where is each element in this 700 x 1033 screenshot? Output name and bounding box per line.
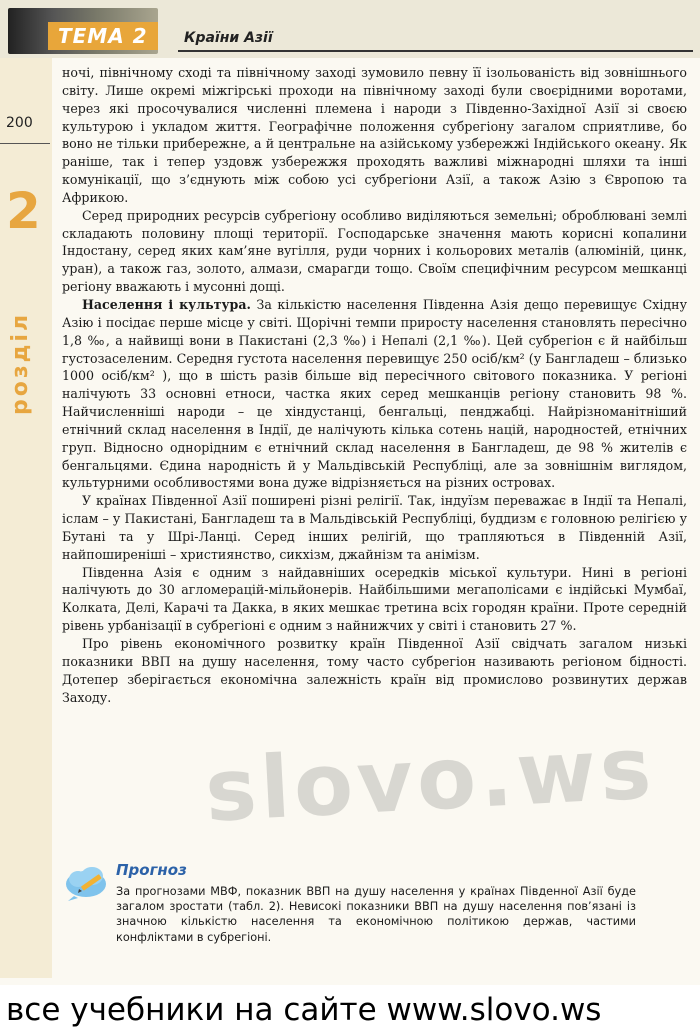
footer-text[interactable]: все учебники на сайте www.slovo.ws bbox=[6, 992, 602, 1028]
paragraph bbox=[62, 635, 687, 706]
paragraph bbox=[62, 492, 687, 563]
paragraph-text: У країнах Південної Азії поширені різні релігії. Так, індуїзм переважає в Індії та Непалі, іслам – у Пакистані, Бангладеш та в Мальдівській Республіці, буддизм є головною релігією у Бутані та у Шрі-Ланці. Серед інших релігій, що трапляються в Південній Азії, найпоширеніші – християнство, сикхізм, джайнізм та анімізм. bbox=[62, 493, 687, 562]
page-number: 200 bbox=[6, 115, 33, 131]
section-number: 2 bbox=[6, 182, 41, 240]
paragraph bbox=[62, 564, 687, 635]
cloud-pencil-icon bbox=[64, 862, 110, 902]
main-text bbox=[62, 64, 687, 706]
theme-label: ТЕМА 2 bbox=[48, 22, 158, 50]
paragraph-text: За кількістю населення Південна Азія дещо перевищує Східну Азію і посідає перше місце у світі. Щорічні темпи приросту населення становлять пересічно 1,8 ‰, а найвищі вони в Пакистані (2,3 ‰) і Непалі (2,1 ‰). Цей субрегіон є й найбільш густозаселеним. Середня густота населення перевищує 250 осіб/км² (у Бангладеш – близько 1000 осіб/км² ), що в шість разів більше від пересічного світового показника. У регіоні налічують 33 основні етноси, частка яких серед мешканців регіону становить 98 %. Найчисленніші народи – це хіндустанці, бенгальці, пенджабці. Найрізноманітніший етнічний склад населення в Індії, де налічують кілька сотень націй, народностей, етнічних груп. Відносно однорідним є етнічний склад населення в Бангладеш, де 98 % жителів є бенгальцями. Єдина народність й у Мальдівській Республіці, але за зовнішнім виглядом, культурними особливостями вона дуже відрізняється на різних островах. bbox=[62, 296, 687, 491]
paragraph-text: Південна Азія є одним з найдавніших осередків міської культури. Нині в регіоні налічують до 30 агломерацій-мільйонерів. Найбільшими мегаполісами є індійські Мумбаї, Колката, Делі, Карачі та Дакка, в яких мешкає третина всіх городян країни. Проте середній рівень урбанізації в субрегіоні є одним з найнижчих у світі і становить 27 %. bbox=[62, 564, 687, 634]
page-header bbox=[0, 0, 700, 58]
forecast-heading: Прогноз bbox=[116, 861, 187, 879]
forecast-text: За прогнозами МВФ, показник ВВП на душу населення у країнах Південної Азії буде загалом зростати (табл. 2). Невисокі показники ВВП на душу населення пов’язані із значною кількістю населення та економічною політикою держав, частими конфліктами в субрегіоні. bbox=[116, 885, 636, 944]
paragraph-text: Про рівень економічного розвитку країн Південної Азії свідчать загалом низькі показники ВВП на душу населення, тому часто субрегіон називають регіоном бідності. Дотепер зберігається економічна залежність країн від промислово розвинутих держав Заходу. bbox=[62, 636, 687, 705]
paragraph bbox=[62, 64, 687, 207]
watermark: slovo.ws bbox=[202, 718, 658, 842]
paragraph bbox=[62, 296, 687, 492]
header-divider bbox=[178, 50, 693, 52]
paragraph-text: Серед природних ресурсів субрегіону особливо виділяються земельні; оброблювані землі складають половину площі території. Господарське значення мають корисні копалини Індостану, серед яких кам’яне вугілля, руди чорних і кольорових металів (алюміній, цинк, уран), а також газ, золото, алмази, смарагди тощо. Своїм специфічним ресурсом мешканці регіону вважають і мусонні дощі. bbox=[62, 207, 687, 295]
paragraph bbox=[62, 207, 687, 296]
paragraph-text: ночі, північному сході та північному заході зумовило певну її ізольованість від зовнішнього світу. Лише окремі міжгірські проходи на північному заході були своєрідними воротами, через які просочувалися численні племена і народи з Південно-Західної Азії зі своєю культурою і укладом життя. Географічне положення субрегіону загалом сприятливе, бо воно не тільки прибережне, а й центральне на азійському узбережжі Індійського океану. Як раніше, так і тепер уздовж узбережжя проходять важливі міжнародні шляхи та інші комунікації, що з’єднують між собою усі субрегіони Азії, а також Азію з Європою та Африкою. bbox=[62, 65, 687, 205]
header-title: Країни Азії bbox=[184, 30, 273, 46]
section-word: розділ bbox=[8, 311, 33, 415]
page-number-divider bbox=[0, 143, 50, 144]
paragraph-lead: Населення і культура. bbox=[82, 296, 251, 312]
